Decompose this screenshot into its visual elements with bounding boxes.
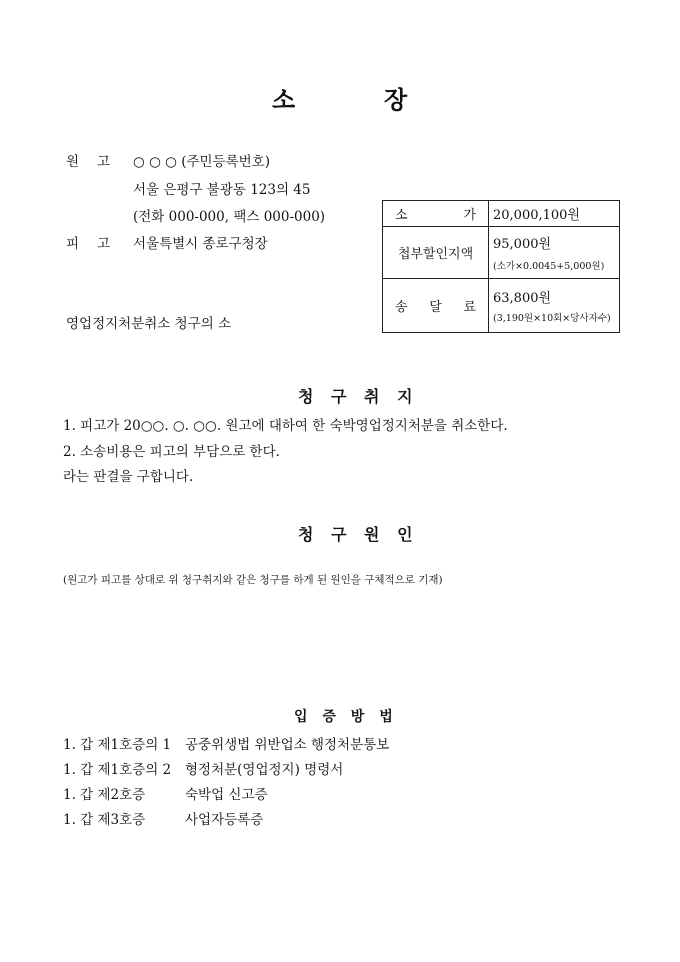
purpose-heading: 청 구 취 지 (298, 387, 419, 406)
stamp-note: (소가×0.0045+5,000원) (493, 261, 605, 272)
service-fee-note: (3,190원×10회×당사자수) (493, 313, 611, 324)
cause-note: (원고가 피고를 상대로 위 청구취지와 같은 청구를 하게 된 원인을 구체적으로 기재) (63, 574, 443, 586)
evidence-item-code: 1. 갑 제1호증의 2 (63, 762, 172, 778)
label-char: 가 (463, 208, 476, 223)
defendant-name: 서울특별시 종로구청장 (133, 236, 268, 252)
stamp-label: 첩부할인지액 (383, 227, 489, 279)
service-fee-label (383, 279, 489, 333)
claim-value-amount: 20,000,100원 (489, 201, 620, 227)
plaintiff-label (66, 150, 110, 170)
case-name: 영업정지처분취소 청구의 소 (66, 316, 232, 332)
document-title-left: 소 (272, 85, 296, 114)
purpose-line: 1. 피고가 20○○. ○. ○○. 원고에 대하여 한 숙박영업정지처분을 취소한다. (63, 418, 508, 434)
cause-heading: 청 구 원 인 (298, 525, 419, 544)
plaintiff-label-char: 고 (97, 154, 111, 170)
evidence-item-desc: 형정처분(영업정지) 명령서 (185, 762, 344, 778)
service-fee-cell (489, 279, 620, 333)
evidence-item-desc: 공중위생법 위반업소 행정처분통보 (185, 737, 390, 753)
label-char: 달 (429, 300, 442, 315)
claim-value-label (383, 201, 489, 227)
evidence-item-code: 1. 갑 제3호증 (63, 812, 146, 828)
stamp-amount: 95,000원 (493, 237, 552, 252)
plaintiff-name: ○ ○ ○ (주민등록번호) (133, 154, 270, 170)
fee-row-claim-value (383, 201, 620, 227)
fee-row-stamp (383, 227, 620, 279)
plaintiff-address: 서울 은평구 불광동 123의 45 (133, 182, 311, 198)
evidence-item-code: 1. 갑 제1호증의 1 (63, 737, 172, 753)
service-fee-amount: 63,800원 (493, 291, 552, 306)
purpose-line: 라는 판결을 구합니다. (63, 469, 194, 485)
evidence-heading: 입 증 방 법 (294, 709, 398, 725)
evidence-item-desc: 사업자등록증 (185, 812, 264, 828)
label-char: 료 (463, 300, 476, 315)
plaintiff-contact: (전화 000-000, 팩스 000-000) (133, 209, 326, 225)
fee-row-service-fee (383, 279, 620, 333)
purpose-line: 2. 소송비용은 피고의 부담으로 한다. (63, 444, 280, 460)
document-title-right: 장 (384, 85, 408, 114)
plaintiff-label-char: 원 (66, 154, 80, 170)
defendant-label (66, 232, 110, 252)
fee-table (382, 200, 620, 333)
evidence-item-desc: 숙박업 신고증 (185, 787, 268, 803)
label-char: 송 (395, 300, 408, 315)
defendant-label-char: 고 (97, 236, 111, 252)
evidence-item-code: 1. 갑 제2호증 (63, 787, 146, 803)
defendant-label-char: 피 (66, 236, 80, 252)
stamp-cell (489, 227, 620, 279)
label-char: 소 (395, 208, 408, 223)
